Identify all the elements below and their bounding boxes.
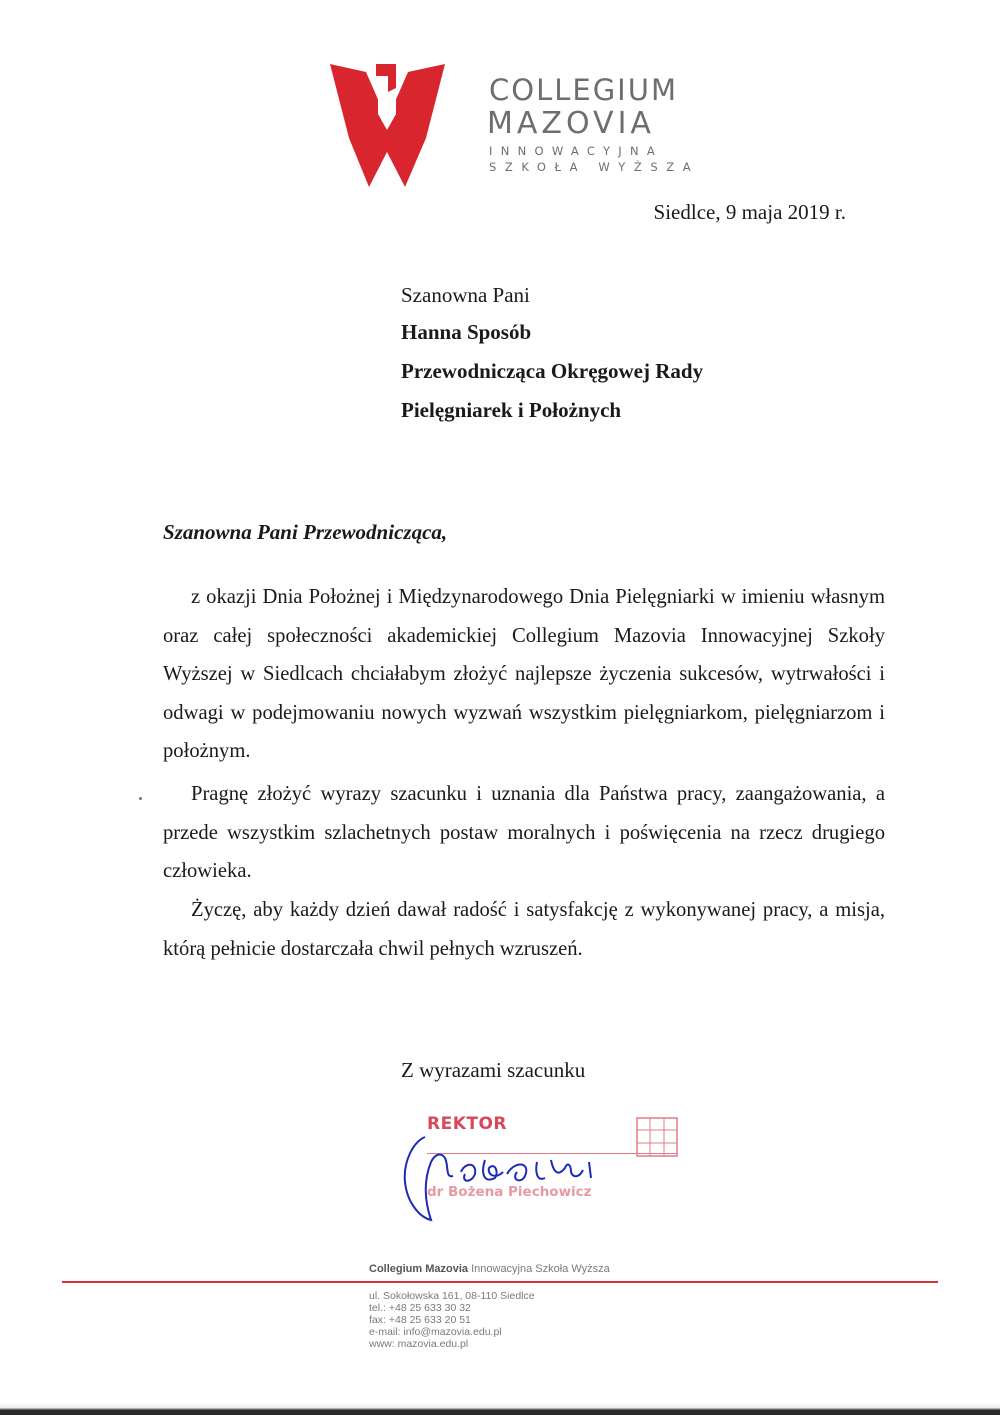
- stamp-signatory-name: dr Bożena Piechowicz: [427, 1184, 592, 1200]
- collegium-mazovia-logo-icon: [330, 62, 445, 187]
- letter-greeting: Szanowna Pani Przewodnicząca,: [163, 520, 448, 544]
- brand-tagline-line2: SZKOŁA WYŻSZA: [489, 160, 700, 174]
- footer-org-rest: Innowacyjna Szkoła Wyższa: [468, 1263, 610, 1275]
- footer-phone: tel.: +48 25 633 30 32: [369, 1302, 471, 1314]
- footer-org-bold: Collegium Mazovia: [369, 1263, 469, 1275]
- body-paragraph-1: [163, 578, 885, 771]
- stamp-grid-icon: [636, 1117, 678, 1157]
- scan-speck: [139, 797, 142, 800]
- stamp-title: REKTOR: [427, 1114, 508, 1134]
- letter-date: Siedlce, 9 maja 2019 r.: [653, 200, 846, 224]
- recipient-salutation: Szanowna Pani: [401, 283, 530, 307]
- brand-name-line2: MAZOVIA: [487, 106, 655, 141]
- body-paragraph-3-text: Życzę, aby każdy dzień dawał radość i satysfakcję z wykonywanej pracy, a misja, którą pełnicie dostarczała chwil pełnych wzruszeń.: [163, 899, 885, 960]
- footer-email: e-mail: info@mazovia.edu.pl: [369, 1326, 502, 1338]
- body-paragraph-2-text: Pragnę złożyć wyrazy szacunku i uznania dla Państwa pracy, zaangażowania, a przede wszystkim szlachetnych postaw moralnych i poświęcenia na rzecz drugiego człowieka.: [163, 783, 885, 882]
- brand-name-line1: COLLEGIUM: [489, 73, 678, 107]
- recipient-role-line1: Przewodnicząca Okręgowej Rady: [401, 359, 704, 383]
- letter-closing: Z wyrazami szacunku: [401, 1058, 586, 1082]
- body-paragraph-3: [163, 891, 885, 968]
- body-paragraph-2: [163, 775, 885, 891]
- scan-bottom-edge: [0, 1403, 1000, 1415]
- footer-divider: [62, 1281, 938, 1283]
- footer-address: ul. Sokołowska 161, 08-110 Siedlce: [369, 1290, 535, 1302]
- recipient-name: Hanna Sposób: [401, 320, 532, 344]
- recipient-role-line2: Pielęgniarek i Położnych: [401, 398, 622, 422]
- footer-organization: [369, 1263, 610, 1275]
- brand-tagline-line1: INNOWACYJNA: [489, 144, 664, 158]
- footer-website: www: mazovia.edu.pl: [369, 1338, 469, 1350]
- footer-fax: fax: +48 25 633 20 51: [369, 1314, 471, 1326]
- body-paragraph-1-text: z okazji Dnia Położnej i Międzynarodowego Dnia Pielęgniarki w imieniu własnym oraz całej społeczności akademickiej Collegium Mazovia Innowacyjnej Szkoły Wyższej w Siedlcach chciałabym złożyć najlepsze życzenia sukcesów, wytrwałości i odwagi w podejmowaniu nowych wyzwań wszystkim pielęgniarkom, pielęgniarzom i położnym.: [163, 586, 885, 762]
- handwritten-signature-icon: [395, 1132, 610, 1227]
